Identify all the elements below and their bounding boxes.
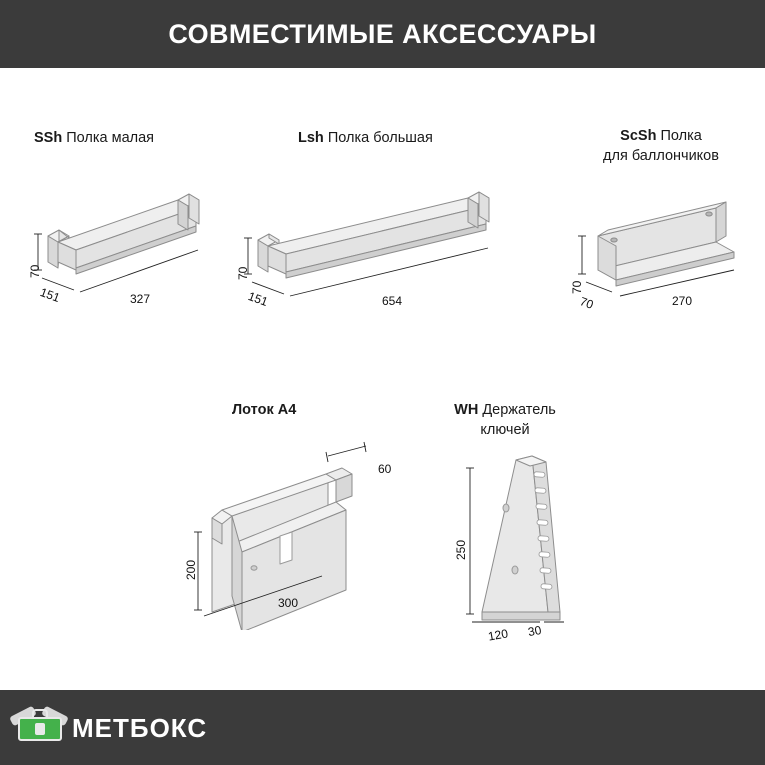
brand-logo (8, 698, 208, 758)
product-wh-name: Держатель (482, 402, 556, 418)
product-ssh-code: SSh (34, 130, 63, 146)
product-scsh-drawing (566, 188, 761, 328)
product-lsh-dim-height: 70 (236, 266, 250, 280)
product-scsh-dim-height: 70 (570, 280, 584, 294)
product-tray-a4-code: Лоток A4 (232, 402, 297, 418)
product-ssh-dim-height: 70 (28, 264, 42, 278)
product-ssh-title (34, 128, 154, 148)
product-wh-dim-width: 120 (486, 626, 510, 644)
toolbox-with-wrenches-icon (12, 705, 68, 751)
product-lsh-dim-depth: 151 (246, 288, 270, 310)
product-tray-a4-dim-height: 200 (184, 559, 198, 580)
product-scsh-dim-depth: 70 (578, 294, 596, 312)
product-lsh-dim-width: 654 (382, 294, 403, 308)
product-ssh-dim-depth: 151 (38, 284, 62, 306)
product-wh-name-line2: ключей (480, 422, 530, 438)
product-scsh-code: ScSh (620, 128, 657, 144)
product-scsh-name-line2: для баллончиков (603, 148, 719, 164)
product-wh-code: WH (454, 402, 479, 418)
product-tray-a4 (176, 400, 416, 630)
product-lsh (236, 128, 566, 318)
product-scsh (566, 126, 761, 316)
product-wh (420, 400, 620, 644)
product-wh-dim-height: 250 (454, 539, 468, 560)
brand-name: МЕТБОКС (72, 712, 208, 743)
product-scsh-dim-width: 270 (672, 294, 693, 308)
product-tray-a4-dim-depth: 60 (378, 462, 392, 476)
product-lsh-title (298, 128, 433, 148)
product-ssh-dim-width: 327 (130, 292, 151, 306)
product-lsh-code: Lsh (298, 130, 324, 146)
page-title: СОВМЕСТИМЫЕ АКСЕССУАРЫ (168, 18, 597, 49)
product-ssh-name: Полка малая (66, 130, 155, 146)
product-scsh-name: Полка (660, 128, 702, 144)
product-tray-a4-title (232, 400, 296, 420)
product-wh-drawing (420, 446, 620, 636)
page-footer (0, 690, 765, 765)
product-wh-dim-thickness: 30 (526, 622, 543, 640)
product-ssh (26, 128, 256, 318)
product-lsh-name: Полка большая (327, 130, 433, 146)
page-header (0, 0, 765, 68)
product-wh-title (420, 400, 590, 440)
product-scsh-title (566, 126, 756, 166)
product-tray-a4-dim-width: 300 (278, 596, 299, 610)
